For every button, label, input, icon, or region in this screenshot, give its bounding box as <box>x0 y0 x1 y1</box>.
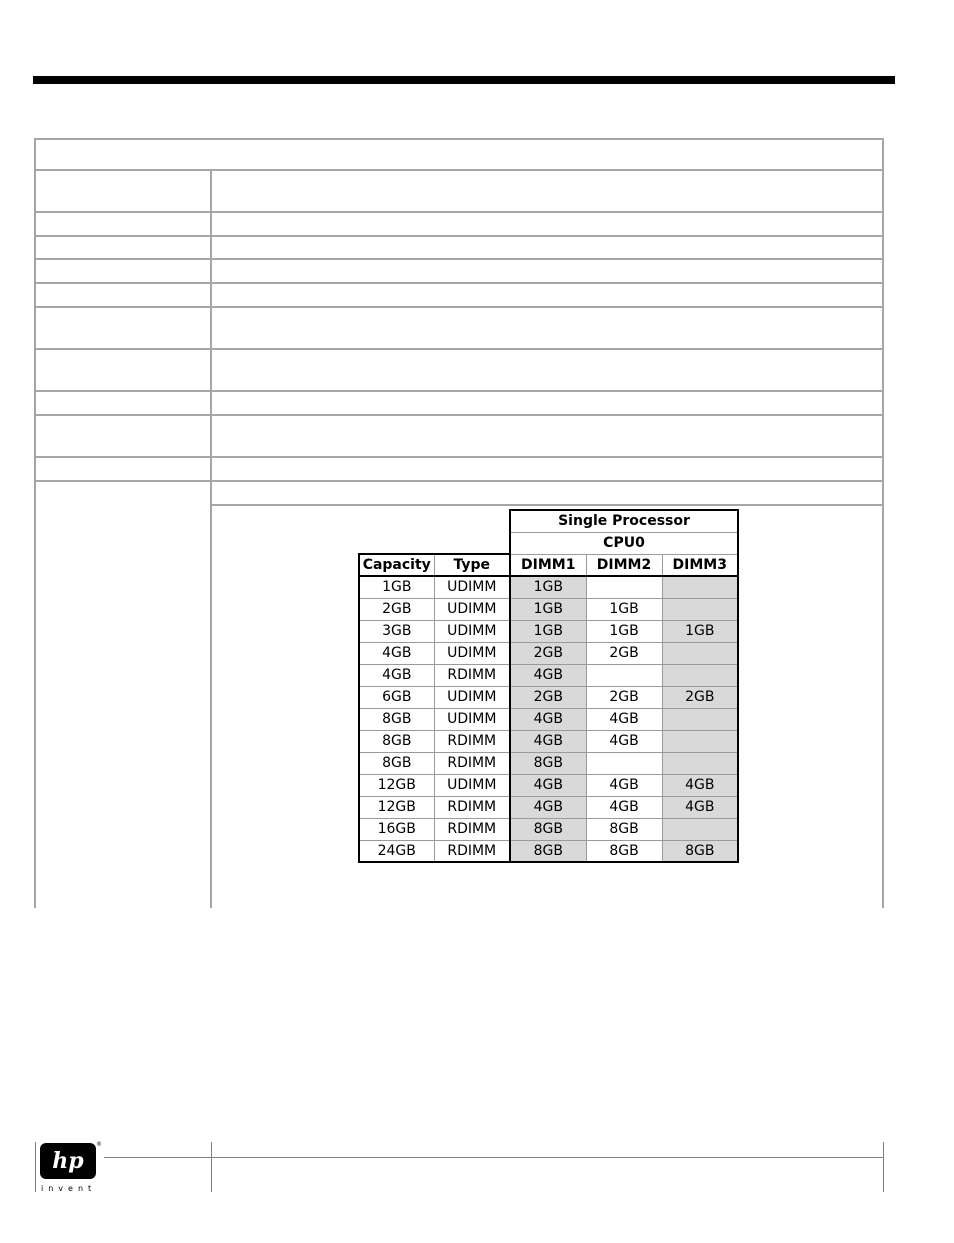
capacity-cell: 1GB <box>359 576 434 598</box>
dimm3-cell <box>662 818 738 840</box>
dimm2-cell: 2GB <box>586 686 662 708</box>
column-header-dimm2: DIMM2 <box>586 554 662 576</box>
dimm3-cell: 4GB <box>662 774 738 796</box>
hp-logo <box>40 1143 96 1179</box>
type-cell: RDIMM <box>434 664 510 686</box>
dimm1-cell: 1GB <box>510 576 586 598</box>
spec-row-divider <box>34 348 884 350</box>
dimm2-cell: 2GB <box>586 642 662 664</box>
footer-divider <box>211 1142 212 1192</box>
spec-row-divider <box>34 235 884 237</box>
capacity-cell: 16GB <box>359 818 434 840</box>
memory-population-table <box>358 509 739 863</box>
registered-mark: ® <box>96 1141 102 1148</box>
dimm1-cell: 1GB <box>510 620 586 642</box>
footer-divider <box>35 1142 36 1192</box>
table-row <box>359 840 738 862</box>
cpu0-header: CPU0 <box>510 532 738 554</box>
dimm3-cell: 4GB <box>662 796 738 818</box>
table-row <box>359 576 738 598</box>
dimm2-cell <box>586 576 662 598</box>
dimm2-cell <box>586 752 662 774</box>
table-row <box>359 620 738 642</box>
dimm1-cell: 4GB <box>510 796 586 818</box>
table-row <box>359 598 738 620</box>
capacity-cell: 8GB <box>359 708 434 730</box>
type-cell: UDIMM <box>434 576 510 598</box>
dimm2-cell: 1GB <box>586 620 662 642</box>
type-cell: UDIMM <box>434 598 510 620</box>
dimm3-cell: 1GB <box>662 620 738 642</box>
dimm1-cell: 1GB <box>510 598 586 620</box>
type-cell: RDIMM <box>434 752 510 774</box>
spec-column-divider <box>210 170 212 908</box>
spec-row-divider <box>34 258 884 260</box>
dimm2-cell: 4GB <box>586 708 662 730</box>
dimm3-cell: 2GB <box>662 686 738 708</box>
table-row <box>359 642 738 664</box>
spec-row-divider <box>34 456 884 458</box>
capacity-cell: 6GB <box>359 686 434 708</box>
capacity-cell: 3GB <box>359 620 434 642</box>
dimm3-cell: 8GB <box>662 840 738 862</box>
table-row <box>359 686 738 708</box>
type-cell: UDIMM <box>434 642 510 664</box>
dimm1-cell: 8GB <box>510 840 586 862</box>
dimm1-cell: 4GB <box>510 774 586 796</box>
capacity-cell: 12GB <box>359 774 434 796</box>
capacity-cell: 8GB <box>359 752 434 774</box>
capacity-cell: 4GB <box>359 642 434 664</box>
type-cell: UDIMM <box>434 708 510 730</box>
dimm1-cell: 8GB <box>510 752 586 774</box>
column-header-capacity: Capacity <box>359 554 434 576</box>
dimm2-cell: 1GB <box>586 598 662 620</box>
top-rule <box>33 76 895 84</box>
table-row <box>359 708 738 730</box>
spec-row-divider <box>34 414 884 416</box>
table-row <box>359 774 738 796</box>
spec-row-divider <box>34 211 884 213</box>
capacity-cell: 12GB <box>359 796 434 818</box>
capacity-cell: 8GB <box>359 730 434 752</box>
dimm3-cell <box>662 730 738 752</box>
capacity-cell: 24GB <box>359 840 434 862</box>
dimm1-cell: 4GB <box>510 708 586 730</box>
dimm1-cell: 4GB <box>510 730 586 752</box>
dimm2-cell: 4GB <box>586 730 662 752</box>
dimm1-cell: 8GB <box>510 818 586 840</box>
table-row <box>359 796 738 818</box>
dimm3-cell <box>662 598 738 620</box>
footer-divider <box>883 1142 884 1192</box>
hp-logo-text: hp <box>52 1148 84 1174</box>
footer-divider <box>212 1157 883 1158</box>
type-cell: RDIMM <box>434 730 510 752</box>
footer-divider <box>104 1157 211 1158</box>
type-cell: RDIMM <box>434 796 510 818</box>
dimm2-cell: 8GB <box>586 840 662 862</box>
dimm2-cell: 8GB <box>586 818 662 840</box>
dimm2-cell: 4GB <box>586 796 662 818</box>
spec-row-divider <box>34 480 884 482</box>
spec-row-divider <box>34 306 884 308</box>
table-row <box>359 752 738 774</box>
dimm3-cell <box>662 642 738 664</box>
capacity-cell: 4GB <box>359 664 434 686</box>
hp-logo-tagline: invent <box>41 1184 97 1193</box>
dimm1-cell: 2GB <box>510 642 586 664</box>
single-processor-header: Single Processor <box>510 510 738 532</box>
table-row <box>359 730 738 752</box>
type-cell: RDIMM <box>434 818 510 840</box>
dimm2-cell <box>586 664 662 686</box>
group-header-row <box>359 510 738 532</box>
column-header-type: Type <box>434 554 510 576</box>
column-header-dimm3: DIMM3 <box>662 554 738 576</box>
dimm1-cell: 4GB <box>510 664 586 686</box>
dimm3-cell <box>662 752 738 774</box>
dimm3-cell <box>662 708 738 730</box>
spec-subrow-divider <box>211 504 884 506</box>
table-row <box>359 818 738 840</box>
table-row <box>359 664 738 686</box>
dimm1-cell: 2GB <box>510 686 586 708</box>
dimm2-cell: 4GB <box>586 774 662 796</box>
type-cell: UDIMM <box>434 774 510 796</box>
column-header-row <box>359 554 738 576</box>
cpu-header-row <box>359 532 738 554</box>
dimm3-cell <box>662 576 738 598</box>
spec-row-divider <box>34 282 884 284</box>
spec-row-divider <box>34 169 884 171</box>
type-cell: UDIMM <box>434 620 510 642</box>
spec-row-divider <box>34 390 884 392</box>
column-header-dimm1: DIMM1 <box>510 554 586 576</box>
type-cell: RDIMM <box>434 840 510 862</box>
capacity-cell: 2GB <box>359 598 434 620</box>
type-cell: UDIMM <box>434 686 510 708</box>
dimm3-cell <box>662 664 738 686</box>
